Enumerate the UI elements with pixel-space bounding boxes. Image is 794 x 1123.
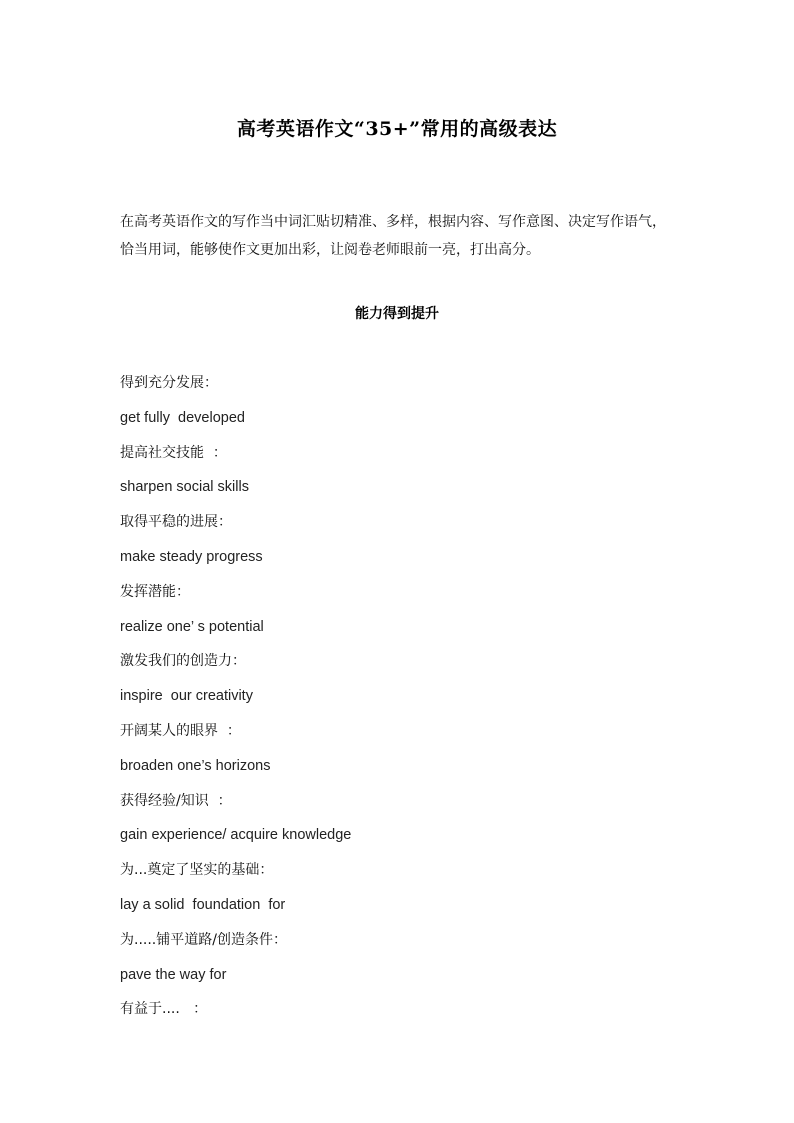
entry-chinese: 激发我们的创造力： [120,653,246,670]
entry-chinese: 为...奠定了坚实的基础： [120,862,274,879]
section-heading: 能力得到提升 [355,306,439,322]
entry-english: gain experience/ acquire knowledge [120,827,352,844]
entry-english: pave the way for [120,966,227,983]
entry-chinese: 发挥潜能： [120,583,190,600]
entry-english: realize one’ s potential [120,618,264,635]
entry-english: make steady progress [120,548,263,565]
entry-chinese: 开阔某人的眼界 ： [120,722,241,739]
entry-chinese: 获得经验/知识 ： [120,792,232,809]
entry-chinese: 有益于.... ： [120,1001,208,1018]
entry-chinese: 取得平稳的进展： [120,514,232,531]
entry-chinese: 提高社交技能 ： [120,444,227,461]
intro-paragraph: 在高考英语作文的写作当中词汇贴切精准、多样，根据内容、写作意图、决定写作语气，恰当用词，能够使作文更加出彩，让阅卷老师眼前一亮，打出高分。 [120,214,666,258]
entry-english: sharpen social skills [120,479,249,496]
entry-english: lay a solid foundation for [120,896,286,913]
expression-list [120,372,680,1033]
document-title: 高考英语作文“35+”常用的高级表达 [236,118,558,140]
entry-english: broaden one’s horizons [120,757,271,774]
entry-chinese: 为.....铺平道路/创造条件： [120,931,287,948]
entry-english: get fully developed [120,409,245,426]
entry-chinese: 得到充分发展： [120,375,218,391]
entry-english: inspire our creativity [120,688,253,705]
